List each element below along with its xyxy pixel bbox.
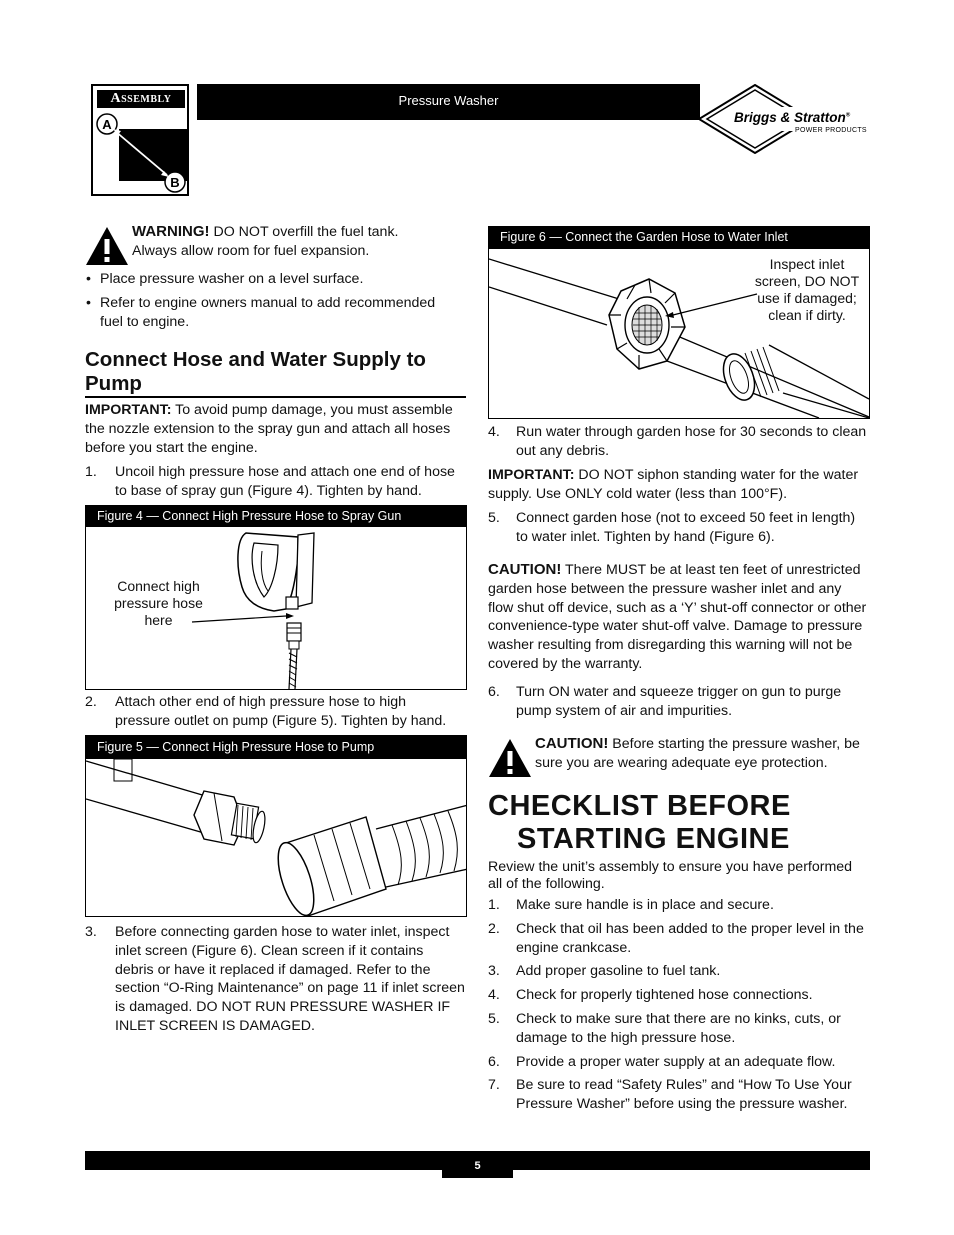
bullet-item: • Refer to engine owners manual to add recommended fuel to engine.: [86, 294, 436, 330]
brand-registered-mark: ®: [845, 112, 851, 119]
checklist-item: 4. Check for properly tightened hose connections.: [488, 987, 813, 1004]
prep-bullet-list: [86, 270, 456, 331]
important-pump-note: IMPORTANT: To avoid pump damage, you must assemble the nozzle extension to the spray gun and attach all hoses before you start the engine.: [85, 402, 453, 456]
checklist-item: 5. Check to make sure that there are no kinks, cuts, or damage to the high pressure hose.: [488, 1010, 841, 1046]
step-5: 5. Connect garden hose (not to exceed 50 feet in length) to water inlet. Tighten by hand (Figure 6).: [488, 510, 856, 545]
figure-6-image: [488, 248, 870, 419]
checklist-intro: Review the unit’s assembly to ensure you have performed all of the following.: [488, 859, 853, 892]
spray-gun-illustration: [86, 527, 466, 689]
step-6: 6. Turn ON water and squeeze trigger on gun to purge pump system of air and impurities.: [488, 684, 842, 719]
figure-5-title: Figure 5 — Connect High Pressure Hose to Pump: [85, 735, 467, 759]
warning-label: WARNING!: [132, 223, 210, 240]
checklist-title: CHECKLIST BEFORE STARTING ENGINE: [488, 790, 791, 855]
figure-5-image: [85, 758, 467, 917]
figure-4-title: Figure 4 — Connect High Pressure Hose to Spray Gun: [85, 505, 467, 527]
assembly-badge-title: Assembly: [97, 90, 185, 108]
heading-rule: [85, 396, 466, 398]
checklist-item: 6. Provide a proper water supply at an adequate flow.: [488, 1053, 836, 1070]
checklist: [488, 896, 870, 1114]
bullet-icon: •: [86, 294, 91, 311]
brand-name: Briggs & Stratton®: [734, 110, 851, 125]
warning-triangle-icon: [85, 226, 129, 266]
caution-eye-protection: CAUTION! Before starting the pressure washer, be sure you are wearing adequate eye protection.: [535, 735, 860, 771]
page-header-title: Pressure Washer: [197, 84, 700, 120]
warning-text: DO NOT overfill the fuel tank. Always allow room for fuel expansion.: [132, 224, 399, 259]
figure-4-callout: Connect high pressure hose here: [114, 578, 203, 628]
fuel-warning: [132, 223, 442, 261]
point-a-label: A: [102, 117, 112, 132]
brand-subtitle: POWER PRODUCTS: [795, 127, 867, 134]
step-3: 3. Before connecting garden hose to water inlet, inspect inlet screen (Figure 6). Clean screen if it contains debris or have it replaced if damaged. Refer to the section “O-Ring Maintenance” on page 11 if inlet screen is damaged. DO NOT RUN PRESSURE WASHER IF INLET SCREEN IS DAMAGED.: [85, 924, 465, 1034]
step-2: 2. Attach other end of high pressure hose to high pressure outlet on pump (Figure 5). Tighten by hand.: [85, 694, 447, 729]
assembly-arrow-icon: [93, 86, 189, 196]
important-label: IMPORTANT:: [488, 467, 575, 483]
checklist-item: 3. Add proper gasoline to fuel tank.: [488, 963, 721, 980]
step-1: 1. Uncoil high pressure hose and attach one end of hose to base of spray gun (Figure 4). Tighten by hand.: [85, 464, 455, 499]
checklist-item: 7. Be sure to read “Safety Rules” and “How To Use Your Pressure Washer” before using the pressure washer.: [488, 1077, 852, 1113]
bullet-item: • Place pressure washer on a level surface.: [86, 271, 364, 287]
figure-4-image: [85, 526, 467, 690]
point-b-label: B: [170, 175, 180, 190]
pump-hose-illustration: [86, 759, 466, 916]
page-number: 5: [442, 1151, 513, 1178]
checklist-item: 1. Make sure handle is in place and secure.: [488, 897, 774, 913]
assembly-badge: [91, 84, 189, 196]
figure-6-callout: Inspect inlet screen, DO NOT use if damaged; clean if dirty.: [754, 256, 860, 323]
important-water-note: IMPORTANT: DO NOT siphon standing water for the water supply. Use ONLY cold water (less than 100°F).: [488, 467, 859, 502]
caution-triangle-icon: [488, 738, 532, 778]
bullet-icon: •: [86, 271, 91, 287]
figure-6-title: Figure 6 — Connect the Garden Hose to Water Inlet: [488, 226, 870, 249]
section-heading-connect-hose: Connect Hose and Water Supply to Pump: [85, 348, 426, 395]
caution-label: CAUTION!: [488, 561, 562, 578]
caution-hose-length: CAUTION! There MUST be at least ten feet of unrestricted garden hose between the pressure washer inlet and any flow shut off device, such as a ‘Y’ shut-off connector or other convenience-type water shut-off valve. Damage to pressure washer resulting from disregarding this warning will not be covered by the warranty.: [488, 561, 867, 672]
water-inlet-illustration: [489, 249, 869, 418]
checklist-item: 2. Check that oil has been added to the proper level in the engine crankcase.: [488, 920, 864, 956]
important-label: IMPORTANT:: [85, 402, 172, 418]
caution-label: CAUTION!: [535, 735, 609, 752]
step-4: 4. Run water through garden hose for 30 seconds to clean out any debris.: [488, 424, 867, 459]
